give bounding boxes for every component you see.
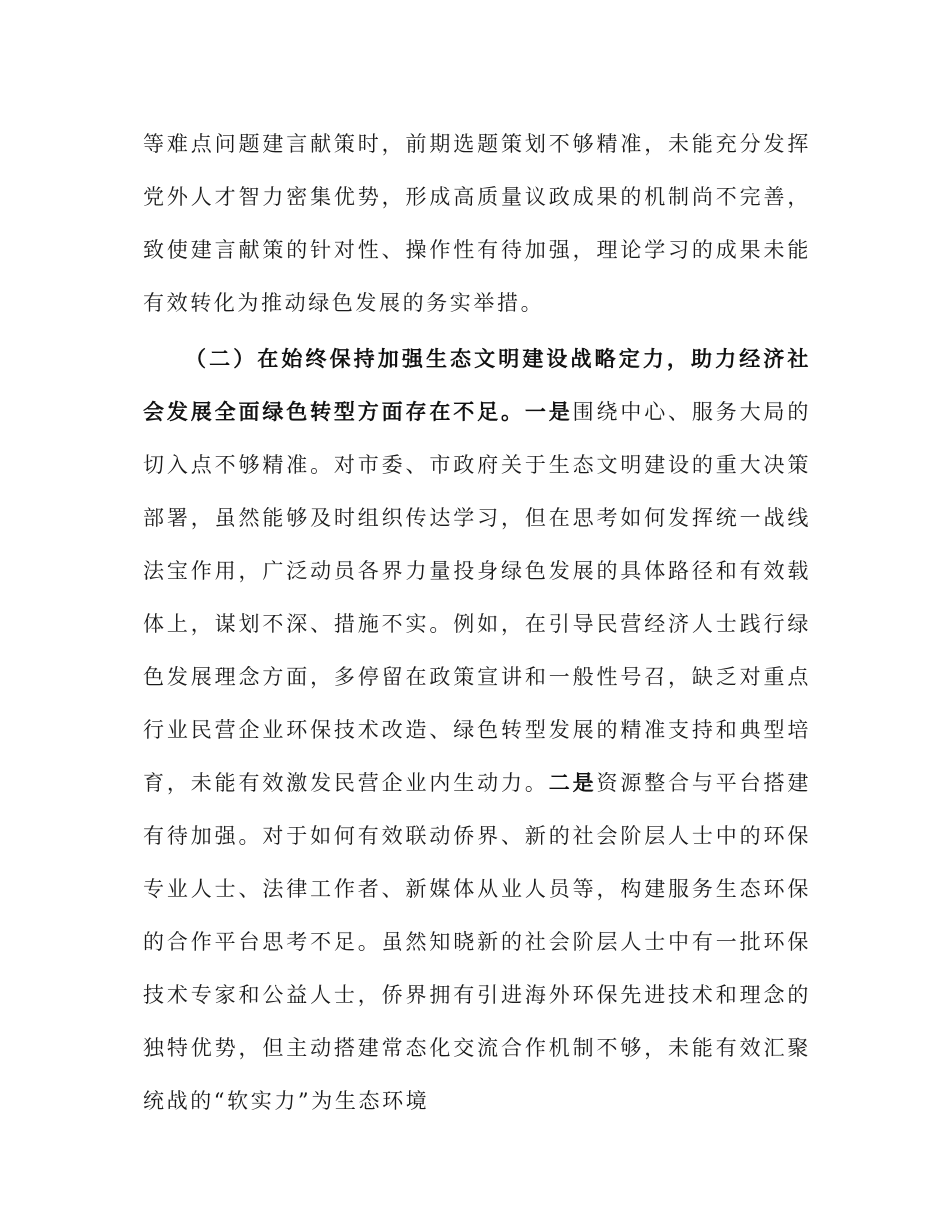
point-two-lead: 二是: [548, 771, 597, 795]
point-two-body: 资源整合与平台搭建有待加强。对于如何有效联动侨界、新的社会阶层人士中的环保专业人士、法律工作者、新媒体从业人员等，构建服务生态环保的合作平台思考不足。虽然知晓新的社会阶层人士中有一批环保技术专家和公益人士，侨界拥有引进海外环保先进技术和理念的独特优势，但主动搭建常态化交流合作机制不够，未能有效汇聚统战的“软实力”为生态环境: [143, 771, 811, 1113]
paragraph-section-two: [143, 333, 811, 1128]
section-heading: （二）在始终保持加强生态文明建设战略定力，助力经济社会发展全面绿色转型方面存在不足。: [143, 347, 811, 424]
paragraph-continued: 等难点问题建言献策时，前期选题策划不够精准，未能充分发挥党外人才智力密集优势，形成高质量议政成果的机制尚不完善，致使建言献策的针对性、操作性有待加强，理论学习的成果未能有效转化为推动绿色发展的务实举措。: [143, 132, 811, 315]
point-one-lead: 一是: [524, 400, 573, 424]
point-one-body: 围绕中心、服务大局的切入点不够精准。对市委、市政府关于生态文明建设的重大决策部署，虽然能够及时组织传达学习，但在思考如何发挥统一战线法宝作用，广泛动员各界力量投身绿色发展的具体路径和有效载体上，谋划不深、措施不实。例如，在引导民营经济人士践行绿色发展理念方面，多停留在政策宣讲和一般性号召，缺乏对重点行业民营企业环保技术改造、绿色转型发展的精准支持和典型培育，未能有效激发民营企业内生动力。: [143, 400, 811, 795]
